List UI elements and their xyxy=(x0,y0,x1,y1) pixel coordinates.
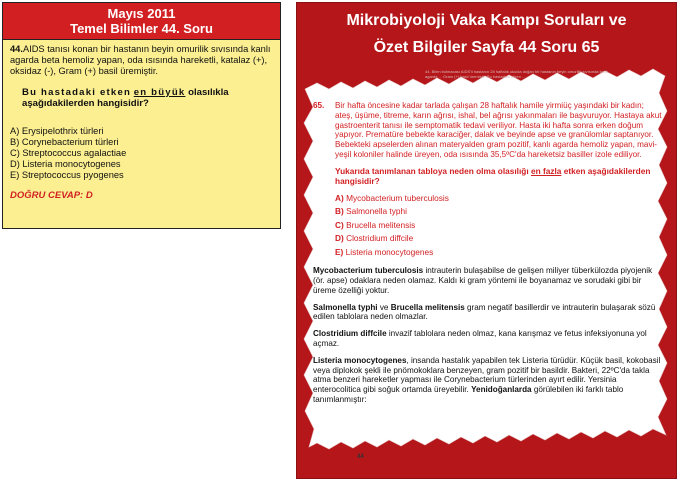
question-card-header xyxy=(3,3,280,40)
question-card xyxy=(2,2,281,229)
case-option-e xyxy=(335,246,663,260)
case-option-c xyxy=(335,219,663,233)
case-option-a-letter: A) xyxy=(335,192,344,203)
case-number: 65. xyxy=(313,101,325,110)
p4-term: Listeria monocytogenes xyxy=(313,355,407,365)
case-option-e-text: Listeria monocytogenes xyxy=(345,246,434,257)
p4-text: , insanda hastalık yapabilen tek Listeria türüdür. Küçük basil, kokobasil veya diplokok şekli ile pnömokoklara benzeyen, gram pozitif bir basildir. Bakteri, 22ºC'da takla atma benzeri hareketler yapması ile Corynebacterium türlerinden ayırt edilir. Yersinia enterocolitica gibi soğuk ortamda üreyebilir. xyxy=(313,355,661,395)
option-c: C) Streptococcus agalactiae xyxy=(10,147,127,158)
case-option-d xyxy=(335,232,663,246)
case-options xyxy=(335,192,663,260)
ask-part2: olasılıkla aşağıdakilerden hangisidir? xyxy=(22,86,229,110)
explanation-clostridium xyxy=(313,329,663,349)
p3-term: Clostridium diffcile xyxy=(313,329,387,339)
page-title-line2: Özet Bilgiler Sayfa 44 Soru 65 xyxy=(373,39,600,56)
ask-part1: Bu hastadaki etken xyxy=(22,86,132,98)
option-a: A) Erysipelothrix türleri xyxy=(10,125,104,136)
p3-text: invazif tablolara neden olmaz, kana karışmaz ve fetus infeksiyonuna yol açmaz. xyxy=(313,329,647,349)
book-page-panel xyxy=(296,2,677,479)
question-card-body xyxy=(3,40,280,201)
option-e: E) Streptococcus pyogenes xyxy=(10,169,124,180)
case-option-e-letter: E) xyxy=(335,246,344,257)
explanation-salmonella-brucella xyxy=(313,303,663,323)
case-option-a xyxy=(335,192,663,206)
p1-term: Mycobacterium tuberculosis xyxy=(313,266,424,276)
answer-options xyxy=(10,126,274,181)
p1-text: intrauterin bulaşabilse de gelişen miliyer tüberkülozda piyojenik (ör. apse) odaklara neden olamaz. Kaldı ki gram yöntemi ile boyanamaz ve sorudaki gibi bir üreme özelliği yoktur. xyxy=(313,266,653,295)
p4-tail: görülebilen iki farklı tablo tanımlanmıştır: xyxy=(313,385,624,405)
p2-term2: Brucella melitensis xyxy=(390,302,465,312)
option-d: D) Listeria monocytogenes xyxy=(10,158,121,169)
case-text: Bir hafta öncesine kadar tarlada çalışan 28 haftalık hamile yirmiüç yaşındaki bir kadın; ateş, üşüme, titreme, karın ağrısı, ishal, bel ağrısı yakınmaları ile başvuruyor. Hastaya akut gastroenterit tanısı ile semptomatik tedavi veriliyor. Hasta iki hafta sonra erken doğum yapıyor. Prematüre bebekte karaciğer, dalak ve beyinde apse ve granülomlar saptanıyor. Bebekteki apselerden alınan materyalden gram pozitif, kanlı agarda hemoliz yapan, mavi-yeşil koloniler halinde üreyen, oda ısısında 35,5ºC'da hareketsiz basiller izole ediliyor. xyxy=(335,101,662,159)
case-option-b-letter: B) xyxy=(335,206,344,217)
case-ask-part2: etken aşağıdakilerden hangisidir? xyxy=(335,165,651,186)
case-option-c-letter: C) xyxy=(335,219,344,230)
explanation-mycobacterium xyxy=(313,266,663,295)
case-question xyxy=(313,101,663,160)
correct-answer: DOĞRU CEVAP: D xyxy=(10,189,93,201)
p2-mid: ve xyxy=(379,302,389,312)
case-ask-emphasis: en fazla xyxy=(530,165,562,176)
question-stem xyxy=(10,44,274,78)
option-b: B) Corynebacterium türleri xyxy=(10,136,119,147)
page-title-line1: Mikrobiyoloji Vaka Kampı Soruları ve xyxy=(346,12,627,29)
case-option-b-text: Salmonella typhi xyxy=(346,206,407,217)
p4-term2: Yenidoğanlarda xyxy=(471,385,532,395)
question-text: AIDS tanısı konan bir hastanın beyin omurilik sıvısında kanlı agarda beta hemoliz yapan, oda ısısında hareketli, katalaz (+), oksidaz (-), Gram (+) basil üremiştir. xyxy=(10,44,271,77)
case-option-b xyxy=(335,205,663,219)
question-number: 44. xyxy=(10,44,23,54)
case-ask-part1: Yukarıda tanımlanan tabloya neden olma olasılığı xyxy=(335,165,529,176)
case-option-d-letter: D) xyxy=(335,233,344,244)
p2-text: gram negatif basillerdir ve intrauterin bulaşarak sözü edilen tablolara neden olmazlar. xyxy=(313,302,656,322)
question-ask xyxy=(22,87,274,110)
exam-date: Mayıs 2011 xyxy=(107,6,176,21)
faded-background-text: 44. Bilen bulmacası AIDS'li hastanın 28 haftalık okulda doğan bir hastanın beyin omurilik sıvısında kanlı agarda ... Gram (+) basil üremiştir. Bu hastadaki etken ... xyxy=(425,69,609,79)
case-option-d-text: Clostridium diffcile xyxy=(346,233,414,244)
case-ask xyxy=(335,166,663,186)
explanation-listeria xyxy=(313,356,663,405)
case-option-a-text: Mycobacterium tuberculosis xyxy=(346,192,449,203)
page-content xyxy=(313,101,663,405)
ask-emphasis: en büyük xyxy=(133,86,186,98)
exam-question-label: Temel Bilimler 44. Soru xyxy=(70,21,213,36)
case-option-c-text: Brucella melitensis xyxy=(346,219,416,230)
page-number: 44 xyxy=(357,454,364,460)
p2-term1: Salmonella typhi xyxy=(313,302,378,312)
